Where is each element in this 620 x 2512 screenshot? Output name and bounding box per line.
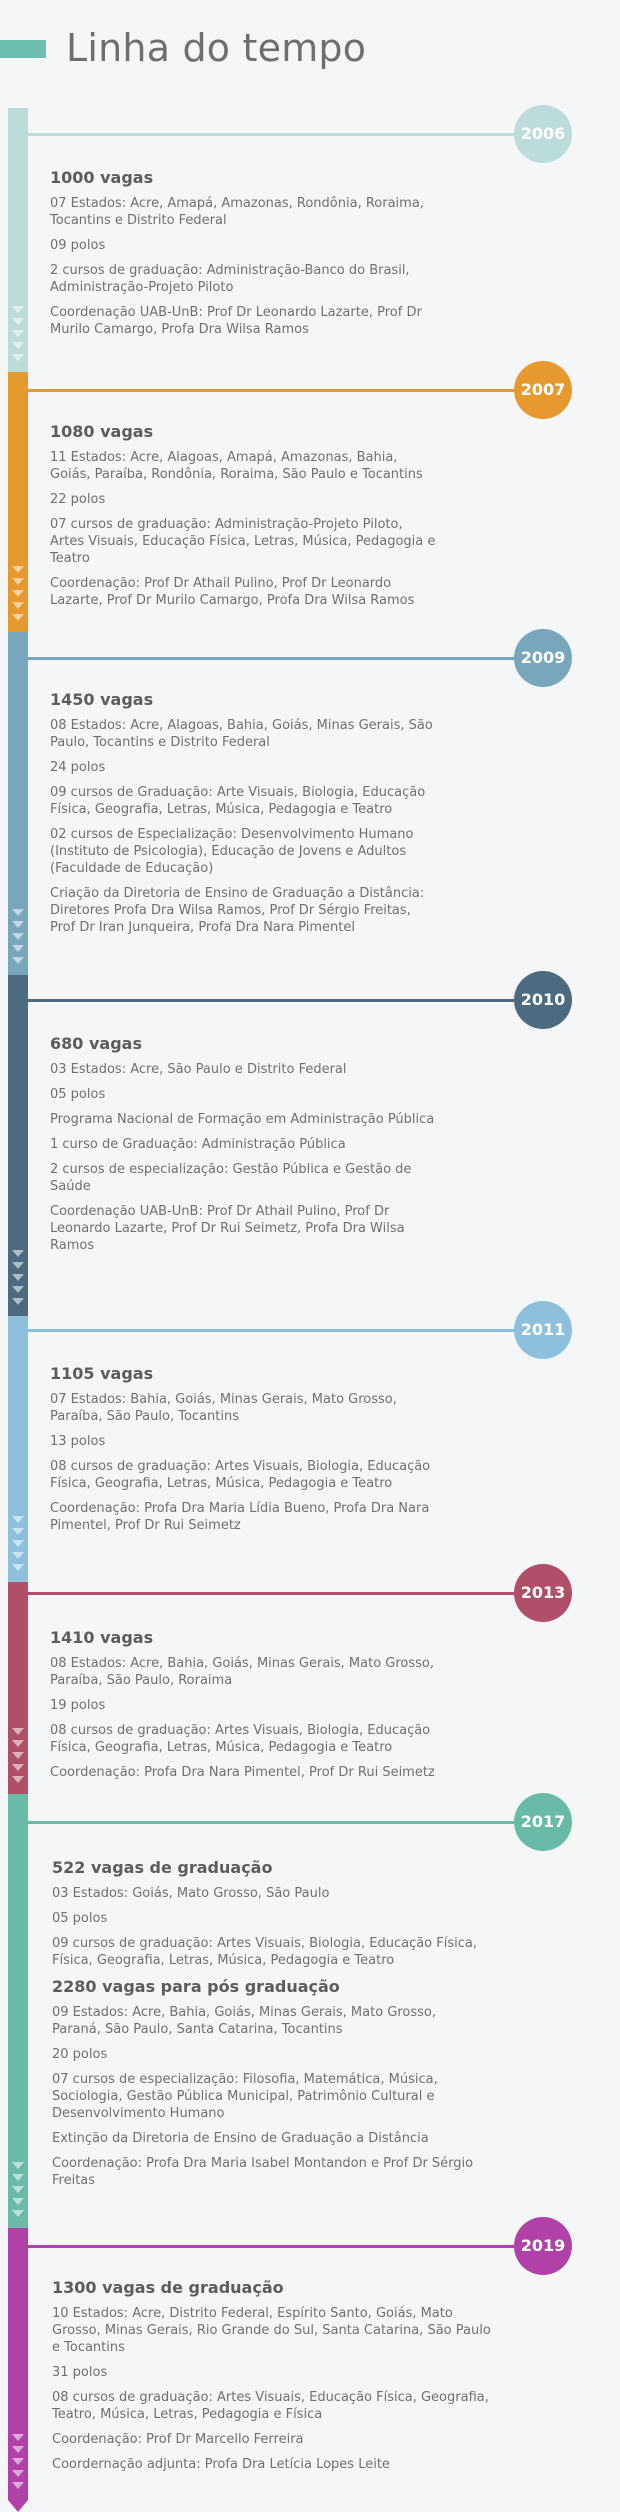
timeline-entry-2007: [50, 422, 440, 617]
chevron-down-icon: [12, 342, 24, 349]
timeline-entry-2010: [50, 1034, 440, 1262]
entry-detail: Coordernação adjunta: Profa Dra Letícia Lopes Leite: [52, 2457, 390, 2472]
chevron-down-icon: [12, 602, 24, 609]
entry-subheading: 2280 vagas para pós graduação: [52, 1977, 340, 1996]
entry-detail: 08 cursos de graduação: Artes Visuais, Educação Física, Geografia, Teatro, Música, Letras, Pedagogia e Física: [52, 2390, 489, 2422]
chevron-down-icon: [12, 1298, 24, 1305]
chevron-down-icon: [12, 1516, 24, 1523]
timeline-segment-2006: [8, 108, 28, 372]
entry-detail: 2 cursos de graduação: Administração-Banco do Brasil, Administração-Projeto Piloto: [50, 263, 410, 295]
year-badge-2007: 2007: [514, 361, 572, 419]
timeline-segment-2019: [8, 2228, 28, 2500]
chevron-down-icon: [12, 1250, 24, 1257]
entry-detail: Coordenação UAB-UnB: Prof Dr Leonardo Lazarte, Prof Dr Murilo Camargo, Profa Dra Wilsa Ramos: [50, 305, 422, 337]
entry-detail: 22 polos: [50, 492, 106, 507]
entry-detail: 05 polos: [52, 1911, 108, 1926]
year-connector-2009: [28, 657, 514, 660]
entry-detail: Coordenação: Profa Dra Nara Pimentel, Prof Dr Rui Seimetz: [50, 1765, 435, 1780]
chevron-down-icon: [12, 1764, 24, 1771]
chevron-down-icon: [12, 2470, 24, 2477]
year-connector-2013: [28, 1592, 514, 1595]
year-connector-2011: [28, 1329, 514, 1332]
entry-detail: 03 Estados: Goiás, Mato Grosso, São Paulo: [52, 1886, 330, 1901]
entry-detail: 08 Estados: Acre, Alagoas, Bahia, Goiás, Minas Gerais, São Paulo, Tocantins e Distrito Federal: [50, 718, 433, 750]
entry-detail: 02 cursos de Especialização: Desenvolvimento Humano (Instituto de Psicologia), Educação de Jovens e Adultos (Faculdade de Educação): [50, 827, 414, 876]
year-badge-2019: 2019: [514, 2217, 572, 2275]
timeline-segment-2009: [8, 632, 28, 975]
chevron-down-icon: [12, 1752, 24, 1759]
chevron-down-icon: [12, 1286, 24, 1293]
chevron-down-icon: [12, 330, 24, 337]
entry-detail: 09 cursos de graduação: Artes Visuais, Biologia, Educação Física, Física, Geografia, Letras, Música, Pedagogia e Teatro: [52, 1936, 477, 1968]
chevron-down-icon: [12, 1274, 24, 1281]
entry-detail: Coordenação UAB-UnB: Prof Dr Athail Pulino, Prof Dr Leonardo Lazarte, Prof Dr Rui Seimetz, Profa Dra Wilsa Ramos: [50, 1204, 405, 1253]
year-connector-2010: [28, 999, 514, 1002]
entry-heading: 1450 vagas: [50, 690, 154, 709]
year-badge-2010: 2010: [514, 971, 572, 1029]
entry-heading: 1300 vagas de graduação: [52, 2278, 284, 2297]
chevron-down-icon: [12, 1540, 24, 1547]
entry-detail: 07 cursos de graduação: Administração-Projeto Piloto, Artes Visuais, Educação Física, Letras, Música, Pedagogia e Teatro: [50, 517, 436, 566]
year-badge-2009: 2009: [514, 629, 572, 687]
entry-detail: 10 Estados: Acre, Distrito Federal, Espírito Santo, Goiás, Mato Grosso, Minas Gerais, Rio Grande do Sul, Santa Catarina, São Paulo e Tocantins: [52, 2306, 491, 2355]
chevron-down-icon: [12, 2162, 24, 2169]
entry-detail: Extinção da Diretoria de Ensino de Graduação a Distância: [52, 2131, 429, 2146]
chevron-down-icon: [12, 921, 24, 928]
entry-detail: Criação da Diretoria de Ensino de Graduação a Distância: Diretores Profa Dra Wilsa Ramos, Prof Dr Sérgio Freitas, Prof Dr Iran Junqueira, Profa Dra Nara Pimentel: [50, 886, 425, 935]
chevron-down-icon: [12, 1776, 24, 1783]
chevron-down-icon: [12, 957, 24, 964]
chevron-down-icon: [12, 2434, 24, 2441]
year-connector-2017: [28, 1821, 514, 1824]
chevron-down-icon: [12, 306, 24, 313]
entry-detail: Coordenação: Profa Dra Maria Isabel Montandon e Prof Dr Sérgio Freitas: [52, 2156, 474, 2188]
entry-detail: 07 Estados: Bahia, Goiás, Minas Gerais, Mato Grosso, Paraíba, São Paulo, Tocantins: [50, 1392, 397, 1424]
chevron-down-icon: [12, 2446, 24, 2453]
chevron-down-icon: [12, 318, 24, 325]
page-title: Linha do tempo: [66, 26, 367, 70]
entry-detail: 19 polos: [50, 1698, 106, 1713]
segment-arrow-tip: [8, 2500, 28, 2512]
entry-detail: 2 cursos de especialização: Gestão Pública e Gestão de Saúde: [50, 1162, 412, 1194]
year-badge-2011: 2011: [514, 1301, 572, 1359]
year-badge-2017: 2017: [514, 1793, 572, 1851]
chevron-down-icon: [12, 2482, 24, 2489]
timeline-segment-2017: [8, 1794, 28, 2228]
timeline-entry-2013: [50, 1628, 440, 1789]
entry-detail: 09 cursos de Graduação: Arte Visuais, Biologia, Educação Física, Geografia, Letras, Música, Pedagogia e Teatro: [50, 785, 426, 817]
entry-detail: 05 polos: [50, 1087, 106, 1102]
entry-detail: 24 polos: [50, 760, 106, 775]
chevron-down-icon: [12, 2458, 24, 2465]
entry-detail: 09 Estados: Acre, Bahia, Goiás, Minas Gerais, Mato Grosso, Paraná, São Paulo, Santa Catarina, Tocantins: [52, 2005, 437, 2037]
timeline-entry-2006: [50, 168, 440, 346]
timeline-entry-2019: [52, 2278, 492, 2481]
entry-heading: 1105 vagas: [50, 1364, 154, 1383]
entry-detail: 08 Estados: Acre, Bahia, Goiás, Minas Gerais, Mato Grosso, Paraíba, São Paulo, Roraima: [50, 1656, 435, 1688]
entry-detail: 13 polos: [50, 1434, 106, 1449]
entry-detail: 11 Estados: Acre, Alagoas, Amapá, Amazonas, Bahia, Goiás, Paraíba, Rondônia, Roraima, São Paulo e Tocantins: [50, 450, 423, 482]
header-accent-bar: [0, 40, 46, 58]
entry-detail: 08 cursos de graduação: Artes Visuais, Biologia, Educação Física, Geografia, Letras, Música, Pedagogia e Teatro: [50, 1459, 431, 1491]
chevron-down-icon: [12, 566, 24, 573]
chevron-down-icon: [12, 2198, 24, 2205]
entry-heading: 1080 vagas: [50, 422, 154, 441]
entry-heading: 1000 vagas: [50, 168, 154, 187]
chevron-down-icon: [12, 2174, 24, 2181]
chevron-down-icon: [12, 909, 24, 916]
entry-detail: 31 polos: [52, 2365, 108, 2380]
entry-detail: 03 Estados: Acre, São Paulo e Distrito Federal: [50, 1062, 347, 1077]
year-badge-2013: 2013: [514, 1564, 572, 1622]
entry-heading: 680 vagas: [50, 1034, 142, 1053]
chevron-down-icon: [12, 1262, 24, 1269]
timeline-segment-2010: [8, 975, 28, 1316]
chevron-down-icon: [12, 1728, 24, 1735]
chevron-down-icon: [12, 2210, 24, 2217]
chevron-down-icon: [12, 614, 24, 621]
entry-detail: 07 Estados: Acre, Amapá, Amazonas, Rondônia, Roraima, Tocantins e Distrito Federal: [50, 196, 424, 228]
entry-detail: Programa Nacional de Formação em Administração Pública: [50, 1112, 435, 1127]
timeline-segment-2013: [8, 1582, 28, 1794]
year-connector-2019: [28, 2245, 514, 2248]
chevron-down-icon: [12, 2186, 24, 2193]
chevron-down-icon: [12, 1564, 24, 1571]
entry-detail: 08 cursos de graduação: Artes Visuais, Biologia, Educação Física, Geografia, Letras, Música, Pedagogia e Teatro: [50, 1723, 431, 1755]
entry-detail: Coordenação: Profa Dra Maria Lídia Bueno, Profa Dra Nara Pimentel, Prof Dr Rui Seimetz: [50, 1501, 430, 1533]
timeline-entry-2009: [50, 690, 440, 944]
entry-detail: 20 polos: [52, 2047, 108, 2062]
chevron-down-icon: [12, 933, 24, 940]
timeline-entry-2011: [50, 1364, 440, 1542]
year-badge-2006: 2006: [514, 105, 572, 163]
timeline-segment-2007: [8, 372, 28, 632]
entry-heading: 522 vagas de graduação: [52, 1858, 273, 1877]
entry-detail: Coordenação: Prof Dr Marcello Ferreira: [52, 2432, 304, 2447]
entry-detail: 09 polos: [50, 238, 106, 253]
chevron-down-icon: [12, 354, 24, 361]
entry-detail: 1 curso de Graduação: Administração Pública: [50, 1137, 346, 1152]
chevron-down-icon: [12, 1552, 24, 1559]
timeline-segment-2011: [8, 1316, 28, 1582]
chevron-down-icon: [12, 945, 24, 952]
entry-detail: 07 cursos de especialização: Filosofia, Matemática, Música, Sociologia, Gestão Pública Municipal, Patrimônio Cultural e Desenvolvimento Humano: [52, 2072, 438, 2121]
chevron-down-icon: [12, 590, 24, 597]
chevron-down-icon: [12, 578, 24, 585]
chevron-down-icon: [12, 1528, 24, 1535]
page-header: [0, 24, 620, 72]
timeline-entry-2017: [52, 1858, 482, 2197]
chevron-down-icon: [12, 1740, 24, 1747]
entry-detail: Coordenação: Prof Dr Athail Pulino, Prof Dr Leonardo Lazarte, Prof Dr Murilo Camargo, Profa Dra Wilsa Ramos: [50, 576, 415, 608]
year-connector-2007: [28, 389, 514, 392]
year-connector-2006: [28, 133, 514, 136]
entry-heading: 1410 vagas: [50, 1628, 154, 1647]
